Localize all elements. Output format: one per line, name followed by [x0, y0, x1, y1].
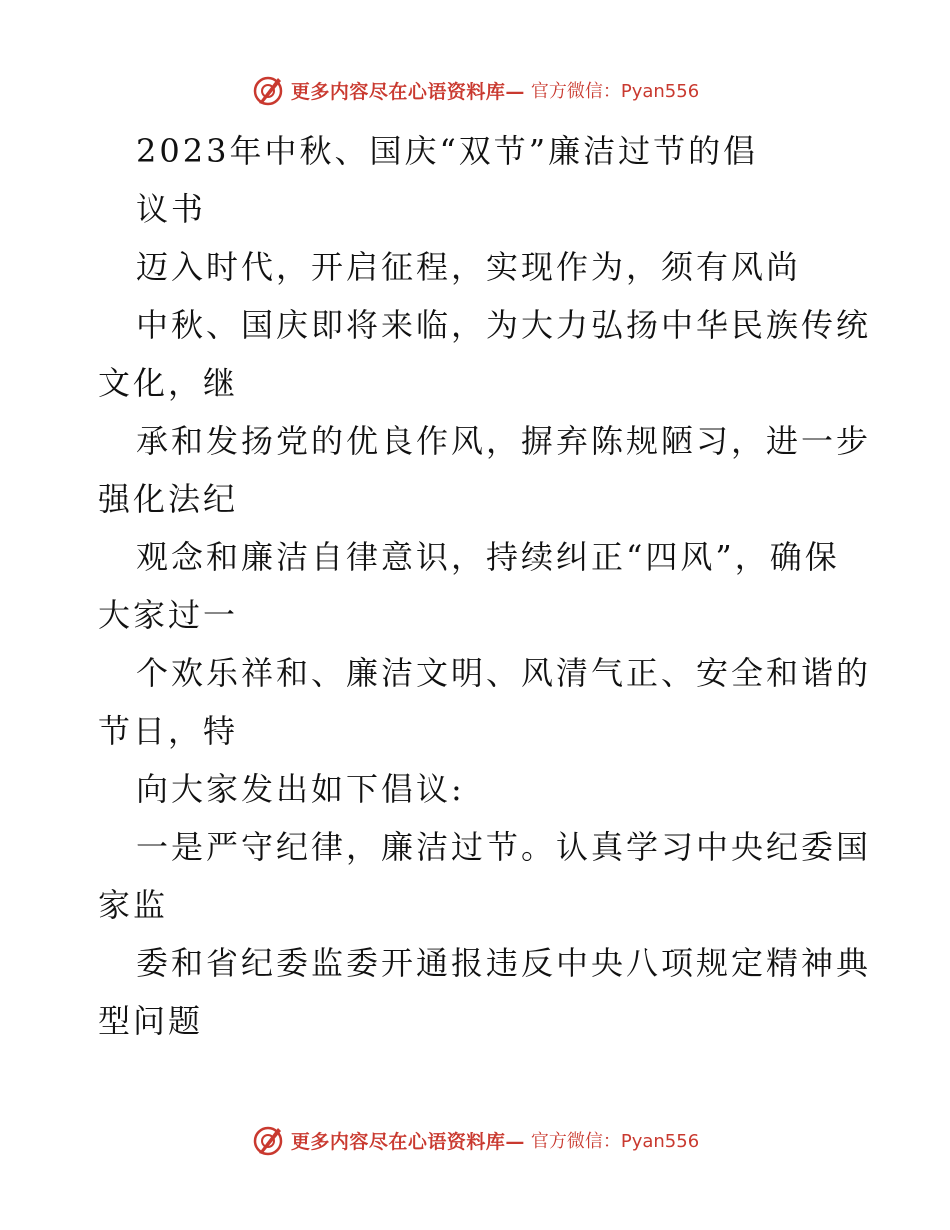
document-line: 节日，特 — [98, 712, 239, 750]
document-line: 承和发扬党的优良作风，摒弃陈规陋习，进一步 — [136, 422, 872, 460]
document-line: 大家过一 — [98, 596, 239, 634]
quill-logo-icon — [251, 1123, 285, 1157]
banner-wechat-text: 官方微信：Pyan556 — [530, 81, 700, 102]
document-line: 个欢乐祥和、廉洁文明、风清气正、安全和谐的 — [136, 654, 872, 692]
document-line: 强化法纪 — [98, 480, 239, 518]
header-banner — [0, 70, 950, 110]
document-body — [98, 122, 872, 1050]
banner-wechat-text: 官方微信：Pyan556 — [530, 1131, 700, 1152]
banner-brand-text: 更多内容尽在心语资料库— — [290, 80, 525, 103]
document-line: 迈入时代，开启征程，实现作为，须有风尚 — [136, 248, 802, 286]
quill-logo-icon — [251, 73, 285, 107]
document-line: 向大家发出如下倡议: — [136, 770, 465, 808]
document-line: 观念和廉洁自律意识，持续纠正“四风”，确保 — [136, 538, 840, 576]
document-line: 一是严守纪律，廉洁过节。认真学习中央纪委国 — [136, 828, 872, 866]
footer-banner — [0, 1120, 950, 1160]
document-line: 2023年中秋、国庆“双节”廉洁过节的倡 — [136, 132, 759, 170]
document-line: 型问题 — [98, 1002, 204, 1040]
document-line: 家监 — [98, 886, 169, 924]
document-line: 委和省纪委监委开通报违反中央八项规定精神典 — [136, 944, 872, 982]
document-line: 议书 — [136, 190, 207, 228]
document-line: 中秋、国庆即将来临，为大力弘扬中华民族传统 — [136, 306, 872, 344]
banner-brand-text: 更多内容尽在心语资料库— — [290, 1130, 525, 1153]
document-line: 文化，继 — [98, 364, 239, 402]
